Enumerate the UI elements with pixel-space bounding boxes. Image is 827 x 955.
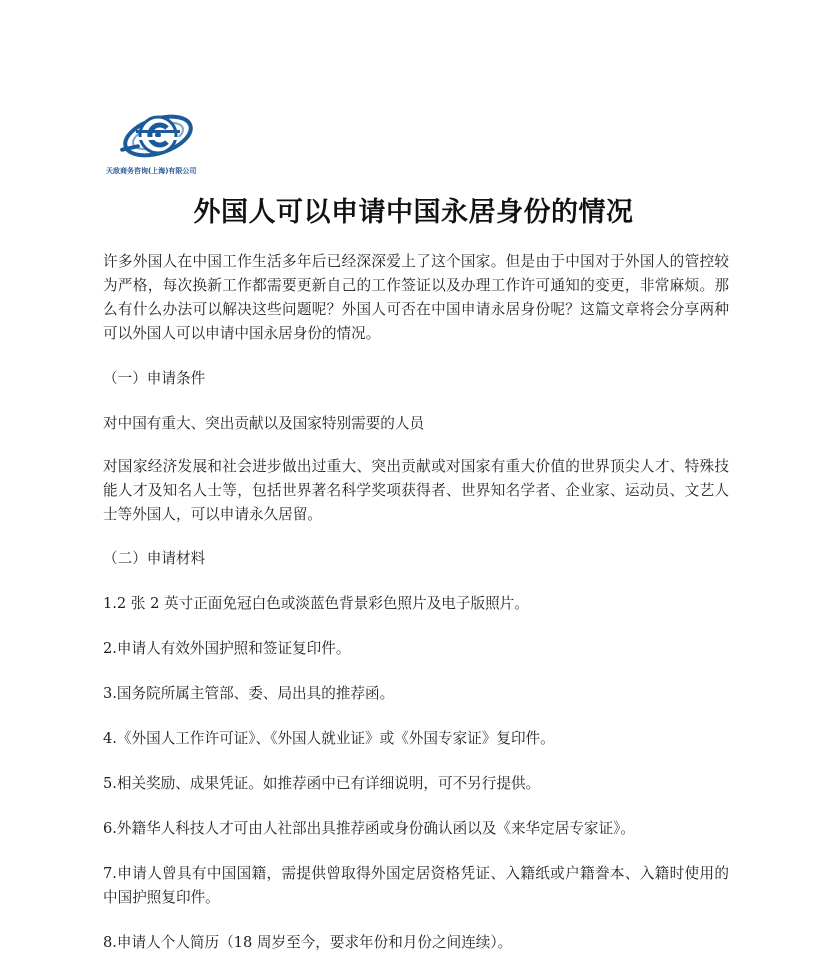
document-title: 外国人可以申请中国永居身份的情况 (193, 197, 634, 228)
intro-paragraph: 许多外国人在中国工作生活多年后已经深深爱上了这个国家。但是由于中国对于外国人的管控较为严格，每次换新工作都需要更新自己的工作签证以及办理工作许可通知的变更，非常麻烦。那么有什么办法可以解决这些问题呢？外国人可否在中国申请永居身份呢？这篇文章将会分享两种可以外国人可以申请中国永居身份的情况。 (103, 253, 729, 342)
section-heading-conditions: （一）申请条件 (103, 370, 206, 387)
conditions-paragraph: 对国家经济发展和社会进步做出过重大、突出贡献或对国家有重大价值的世界顶尖人才、特殊技能人才及知名人士等，包括世界著名科学奖项获得者、世界知名学者、企业家、运动员、文艺人士等外国人，可以申请永久居留。 (103, 458, 729, 523)
list-item: 5.相关奖励、成果凭证。如推荐函中已有详细说明，可不另行提供。 (103, 775, 541, 792)
list-item: 3.国务院所属主管部、委、局出具的推荐函。 (103, 685, 395, 702)
company-logo (106, 108, 218, 180)
section-heading-materials: （二）申请材料 (103, 550, 206, 567)
list-item: 1.2 张 2 英寸正面免冠白色或淡蓝色背景彩色照片及电子版照片。 (103, 595, 529, 612)
document-body (103, 250, 729, 955)
list-item: 6.外籍华人科技人才可由人社部出具推荐函或身份确认函以及《来华定居专家证》。 (103, 820, 636, 837)
company-logo-icon (106, 108, 218, 168)
list-item: 2.申请人有效外国护照和签证复印件。 (103, 640, 351, 657)
logo-caption: 天敌商务咨询(上海)有限公司 (106, 167, 197, 175)
list-item: 8.申请人个人简历（18 周岁至今，要求年份和月份之间连续）。 (103, 934, 513, 951)
list-item: 4.《外国人工作许可证》、《外国人就业证》或《外国专家证》复印件。 (103, 730, 555, 747)
section-subheading: 对中国有重大、突出贡献以及国家特别需要的人员 (103, 415, 425, 432)
list-item: 7.申请人曾具有中国国籍，需提供曾取得外国定居资格凭证、入籍纸或户籍誊本、入籍时使用的中国护照复印件。 (103, 865, 729, 906)
